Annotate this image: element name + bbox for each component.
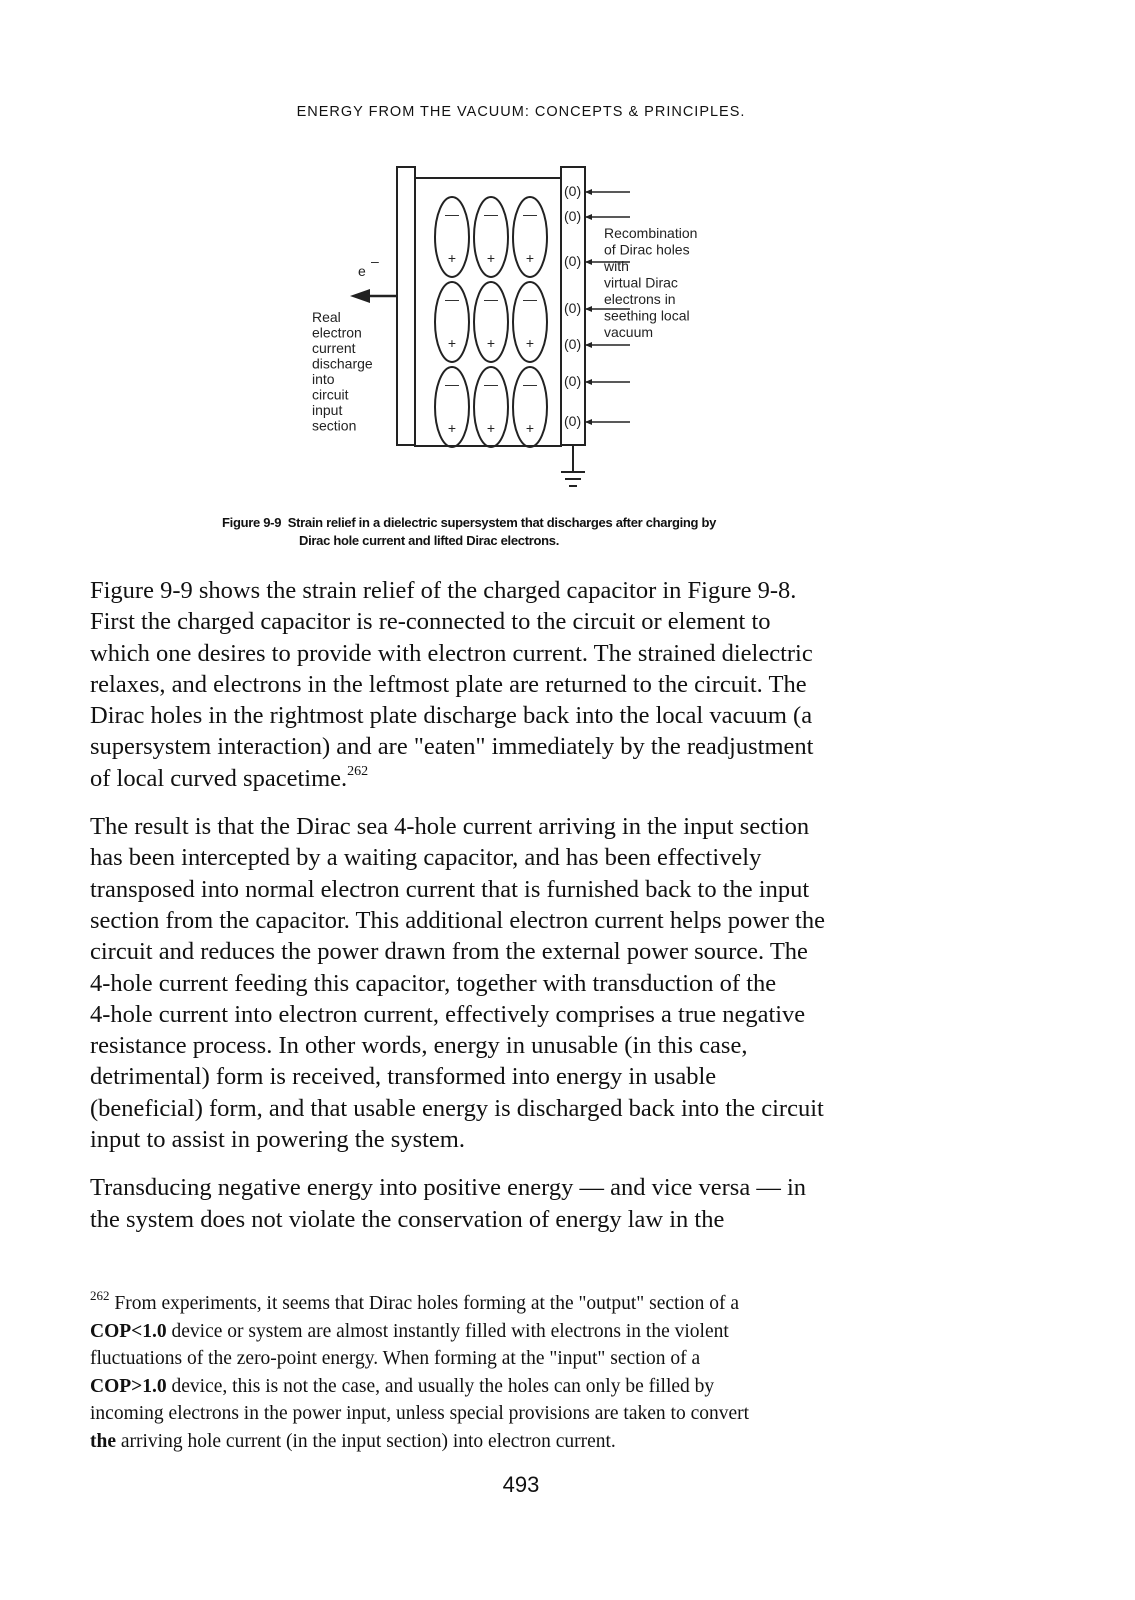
footnote-bold: COP<1.0 — [90, 1320, 167, 1342]
zero-label: (0) — [564, 300, 582, 316]
zero-label: (0) — [564, 208, 582, 224]
footnote-text: device or system are almost instantly filled with electrons in the violent — [166, 1320, 729, 1342]
text-line: The result is that the Dirac sea 4-hole current arriving in the input section — [90, 813, 810, 841]
body-text — [90, 575, 950, 1252]
right-label-line: vacuum — [604, 324, 654, 340]
caption-line-1: Strain relief in a dielectric supersystem that discharges after charging by — [287, 515, 717, 530]
text-line: 4-hole current feeding this capacitor, together with transduction of the — [90, 969, 777, 997]
paragraph-1 — [90, 575, 950, 794]
footnote-line — [90, 1428, 950, 1456]
left-label-line: circuit — [312, 386, 349, 403]
text-line: Dirac holes in the rightmost plate discharge back into the local vacuum (a — [90, 702, 813, 730]
text-line: First the charged capacitor is re-connected to the circuit or element to — [90, 608, 771, 636]
figure-caption — [222, 514, 842, 550]
text-line — [90, 763, 950, 794]
ground-symbol — [561, 445, 585, 486]
plus-sign: + — [447, 335, 457, 351]
plus-sign: + — [525, 335, 535, 351]
zero-label: (0) — [564, 413, 582, 429]
right-label-line: with — [604, 258, 629, 274]
right-label-line: seething local — [604, 307, 690, 324]
lead-arrowhead — [585, 259, 592, 265]
text-line: detrimental) form is received, transformed into energy in usable — [90, 1063, 717, 1091]
plus-sign: + — [447, 250, 457, 266]
right-label-line: electrons in — [604, 291, 676, 307]
left-label-line: into — [312, 371, 335, 387]
text-line: resistance process. In other words, energy in unusable (in this case, — [90, 1032, 748, 1060]
lead-arrowhead — [585, 214, 592, 220]
left-label — [312, 309, 373, 434]
text-line: supersystem interaction) and are "eaten" immediately by the readjustment — [90, 733, 814, 761]
right-label — [603, 225, 697, 340]
footnote-line: incoming electrons in the power input, unless special provisions are taken to convert — [90, 1403, 750, 1424]
footnote-line — [90, 1373, 950, 1401]
plus-sign: + — [525, 250, 535, 266]
footnote-line — [90, 1290, 950, 1318]
right-label-line: of Dirac holes — [604, 241, 690, 258]
left-label-line: section — [312, 417, 357, 434]
text-line: relaxes, and electrons in the leftmost plate are returned to the circuit. The — [90, 670, 807, 698]
footnote-ref-262[interactable]: 262 — [347, 763, 369, 779]
paragraph-2 — [90, 811, 950, 1155]
dipole-grid — [435, 197, 547, 447]
left-label-line: Real — [312, 309, 341, 325]
text-line: Figure 9-9 shows the strain relief of the charged capacitor in Figure 9-8. — [90, 577, 797, 604]
zero-label: (0) — [564, 183, 582, 199]
text-line-content: of local curved spacetime. — [90, 764, 348, 792]
text-line: has been intercepted by a waiting capacitor, and has been effectively — [90, 844, 762, 872]
running-head: ENERGY FROM THE VACUUM: CONCEPTS & PRINCIPLES. — [296, 104, 746, 120]
footnote-text: arriving hole current (in the input section) into electron current. — [116, 1430, 616, 1452]
footnote-bold: COP>1.0 — [90, 1375, 167, 1397]
zero-label: (0) — [564, 373, 582, 389]
text-line: 4-hole current into electron current, effectively comprises a true negative — [90, 1000, 806, 1028]
text-line: transposed into normal electron current that is furnished back to the input — [90, 875, 810, 903]
plus-sign: + — [486, 420, 496, 436]
electron-sign: – — [371, 253, 379, 269]
zero-label: (0) — [564, 336, 582, 352]
minus-sign: — — [484, 376, 498, 392]
minus-sign: — — [484, 291, 498, 307]
plus-sign: + — [447, 420, 457, 436]
capacitor-diagram — [300, 160, 750, 505]
text-line: (beneficial) form, and that usable energy is discharged back into the circuit — [90, 1094, 824, 1122]
text-line: Transducing negative energy into positive energy — and vice versa — in — [90, 1174, 807, 1202]
plus-sign: + — [486, 335, 496, 351]
minus-sign: — — [445, 376, 459, 392]
footnote-text: device, this is not the case, and usually the holes can only be filled by — [166, 1375, 715, 1397]
text-line: input to assist in powering the system. — [90, 1126, 465, 1154]
lead-arrowhead — [585, 342, 592, 348]
footnote-262 — [90, 1290, 950, 1455]
lead-arrowhead — [585, 306, 592, 312]
footnote-line — [90, 1318, 950, 1346]
footnote-line: fluctuations of the zero-point energy. When forming at the "input" section of a — [90, 1348, 701, 1369]
caption-line-2: Dirac hole current and lifted Dirac electrons. — [299, 533, 560, 548]
lead-arrowhead — [585, 419, 592, 425]
electron-symbol: e — [358, 263, 366, 279]
footnote-number: 262 — [90, 1288, 110, 1303]
footnote-bold: the — [90, 1430, 116, 1452]
lead-arrowhead — [585, 189, 592, 195]
minus-sign: — — [445, 291, 459, 307]
page-number: 493 — [502, 1472, 540, 1497]
electron-current-arrow — [350, 289, 396, 303]
minus-sign: — — [445, 206, 459, 222]
text-line: section from the capacitor. This additional electron current helps power the — [90, 906, 825, 934]
right-label-line: Recombination — [604, 225, 698, 241]
right-label-line: virtual Dirac — [604, 274, 678, 291]
left-label-line: current — [312, 340, 356, 356]
text-line: the system does not violate the conservation of energy law in the — [90, 1205, 725, 1233]
lead-arrowhead — [585, 379, 592, 385]
paragraph-3 — [90, 1172, 950, 1235]
left-label-line: electron — [312, 324, 362, 341]
minus-sign: — — [523, 206, 537, 222]
left-plate — [397, 167, 415, 445]
left-label-line: discharge — [312, 355, 373, 372]
footnote-text: From experiments, it seems that Dirac holes forming at the "output" section of a — [114, 1293, 739, 1314]
zero-label: (0) — [564, 253, 582, 269]
figure-9-9 — [300, 160, 750, 505]
minus-sign: — — [523, 291, 537, 307]
plus-sign: + — [486, 250, 496, 266]
plus-sign: + — [525, 420, 535, 436]
minus-sign: — — [523, 376, 537, 392]
minus-sign: — — [484, 206, 498, 222]
text-line: which one desires to provide with electron current. The strained dielectric — [90, 639, 813, 667]
caption-number: Figure 9-9 — [222, 515, 282, 530]
left-label-line: input — [312, 402, 343, 418]
text-line: circuit and reduces the power drawn from the external power source. The — [90, 938, 808, 966]
